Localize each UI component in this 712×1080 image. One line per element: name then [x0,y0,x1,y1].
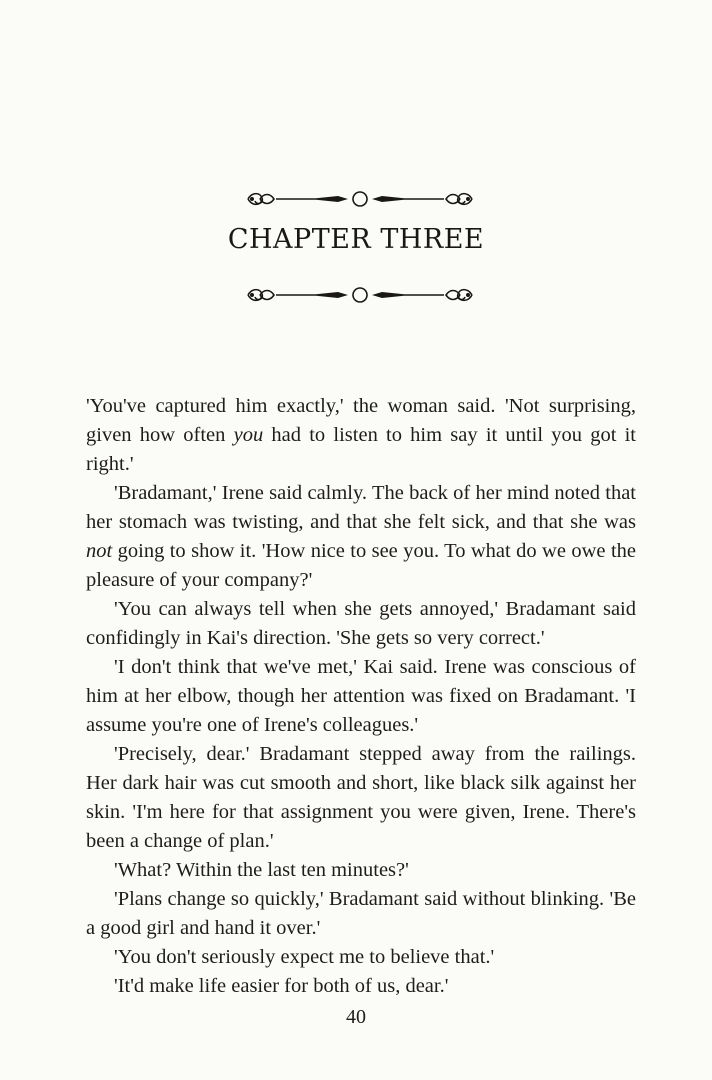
paragraph: 'What? Within the last ten minutes?' [114,859,409,881]
paragraph [86,392,636,479]
body-text [86,392,636,1001]
paragraph: 'You can always tell when she gets annoyed,' Bradamant said confidingly in Kai's direction. 'She gets so very correct.' [86,598,636,649]
paragraph [86,479,636,595]
text-run: 'You've captured him exactly,' the woman said. 'Not surprising, given how often [86,395,636,446]
text-run: 'Bradamant,' Irene said calmly. The back of her mind noted that her stomach was twisting, and that she felt sick, and that she was [86,482,636,533]
paragraph: 'I don't think that we've met,' Kai said. Irene was conscious of him at her elbow, though her attention was fixed on Bradamant. 'I assume you're one of Irene's colleagues.' [86,656,636,736]
ornament-top [244,186,476,212]
page-number: 40 [346,1006,366,1028]
paragraph: 'It'd make life easier for both of us, dear.' [114,975,449,997]
text-run: had to listen to him say it until you got it right.' [86,424,636,475]
paragraph: 'Precisely, dear.' Bradamant stepped away from the railings. Her dark hair was cut smooth and short, like black silk against her skin. 'I'm here for that assignment you were given, Irene. There's been a change of plan.' [86,743,636,852]
emphasis-text: not [86,540,113,562]
text-run: going to show it. 'How nice to see you. To what do we owe the pleasure of your company?' [86,540,636,591]
paragraph: 'Plans change so quickly,' Bradamant said without blinking. 'Be a good girl and hand it over.' [86,888,636,939]
paragraph: 'You don't seriously expect me to believe that.' [114,946,495,968]
ornament-bottom [244,282,476,308]
emphasis-text: you [233,424,264,446]
chapter-title: CHAPTER THREE [227,224,485,255]
